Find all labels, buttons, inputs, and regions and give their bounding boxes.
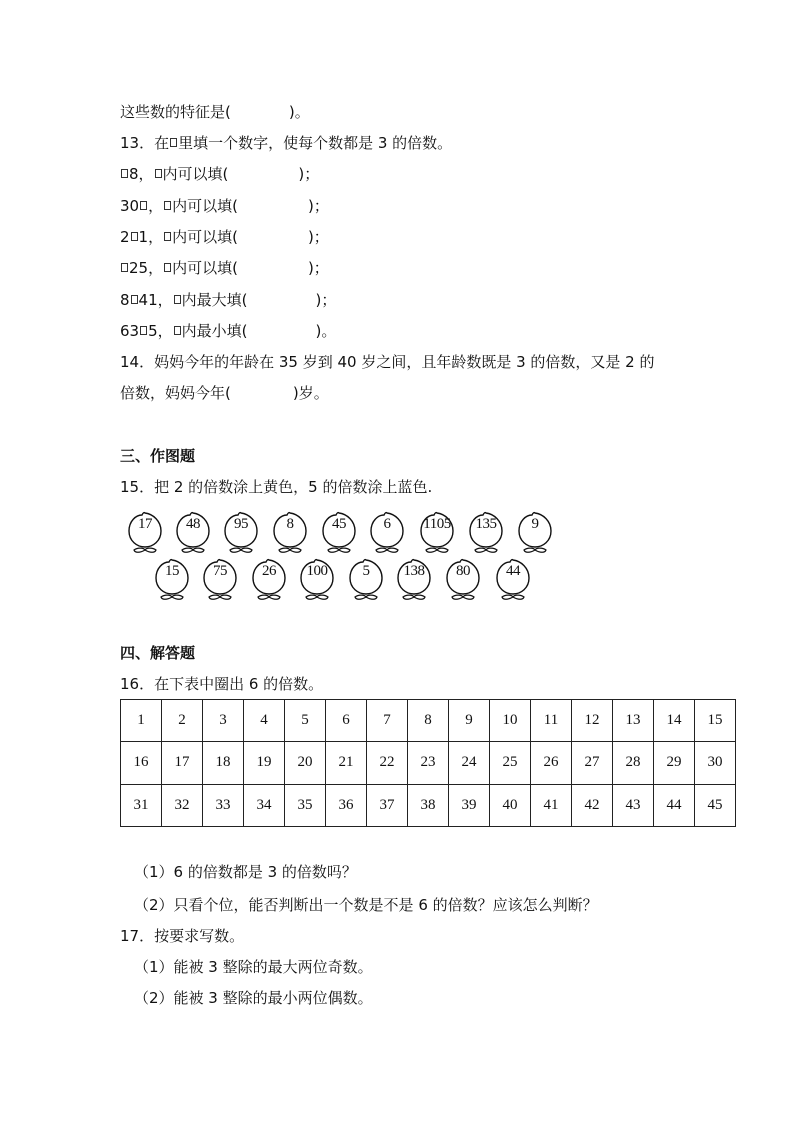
- peach-icon[interactable]: [395, 557, 433, 597]
- peach-icon[interactable]: [368, 510, 406, 550]
- table-cell[interactable]: 39: [449, 784, 490, 826]
- table-cell[interactable]: 12: [572, 700, 613, 742]
- digit-box-icon: [164, 201, 171, 210]
- table-row: [121, 742, 736, 784]
- table-cell[interactable]: 9: [449, 700, 490, 742]
- table-cell[interactable]: 1: [121, 700, 162, 742]
- q13-item: 30 ， 内可以填( )；: [120, 197, 329, 215]
- table-cell[interactable]: 8: [408, 700, 449, 742]
- table-cell[interactable]: 41: [531, 784, 572, 826]
- q13-item: 25， 内可以填( )；: [120, 258, 329, 278]
- table-cell[interactable]: 19: [244, 742, 285, 784]
- table-cell[interactable]: 29: [654, 742, 695, 784]
- question-17-sub1: （1）能被 3 整除的最大两位奇数。: [134, 958, 373, 976]
- answer-line-features: 这些数的特征是( )。: [120, 103, 310, 121]
- digit-box-icon: [164, 263, 171, 272]
- digit-box-icon: [140, 326, 147, 335]
- peach-number: 135: [475, 516, 497, 532]
- peach-icon[interactable]: [126, 510, 164, 550]
- question-15-text: 15．把 2 的倍数涂上黄色，5 的倍数涂上蓝色.: [120, 478, 433, 496]
- question-14-line1: 14．妈妈今年的年龄在 35 岁到 40 岁之间，且年龄数既是 3 的倍数，又是 2 的: [120, 353, 655, 371]
- peach-number: 8: [286, 516, 294, 532]
- peach-icon[interactable]: [516, 510, 554, 550]
- table-cell[interactable]: 17: [162, 742, 203, 784]
- peach-icon[interactable]: [222, 510, 260, 550]
- question-14-line2: 倍数，妈妈今年( )岁。: [120, 384, 329, 402]
- table-cell[interactable]: 23: [408, 742, 449, 784]
- peach-icon[interactable]: [153, 557, 191, 597]
- question-17-title: 17．按要求写数。: [120, 927, 245, 945]
- peach-number: 48: [186, 516, 200, 532]
- peach-number: 45: [332, 516, 346, 532]
- table-cell[interactable]: 13: [613, 700, 654, 742]
- digit-box-icon: [140, 201, 147, 210]
- table-cell[interactable]: 37: [367, 784, 408, 826]
- table-cell[interactable]: 32: [162, 784, 203, 826]
- table-cell[interactable]: 27: [572, 742, 613, 784]
- table-cell[interactable]: 5: [285, 700, 326, 742]
- peach-number: 9: [531, 516, 539, 532]
- peach-number: 44: [506, 563, 520, 579]
- table-cell[interactable]: 15: [695, 700, 736, 742]
- peach-number: 15: [165, 563, 179, 579]
- peach-icon[interactable]: [271, 510, 309, 550]
- table-cell[interactable]: 35: [285, 784, 326, 826]
- table-cell[interactable]: 26: [531, 742, 572, 784]
- table-cell[interactable]: 28: [613, 742, 654, 784]
- q13-item: 8 41， 内最大填( )；: [120, 291, 337, 309]
- peach-number: 100: [306, 563, 328, 579]
- table-cell[interactable]: 31: [121, 784, 162, 826]
- q13-item: 2 1， 内可以填( )；: [120, 228, 329, 246]
- table-cell[interactable]: 44: [654, 784, 695, 826]
- digit-box-icon: [131, 232, 138, 241]
- table-cell[interactable]: 18: [203, 742, 244, 784]
- table-cell[interactable]: 11: [531, 700, 572, 742]
- table-cell[interactable]: 20: [285, 742, 326, 784]
- table-cell[interactable]: 38: [408, 784, 449, 826]
- digit-box-icon: [174, 295, 181, 304]
- table-cell[interactable]: 16: [121, 742, 162, 784]
- table-cell[interactable]: 36: [326, 784, 367, 826]
- peach-number: 5: [362, 563, 370, 579]
- peach-icon[interactable]: [320, 510, 358, 550]
- digit-box-icon: [164, 232, 171, 241]
- peach-icon[interactable]: [444, 557, 482, 597]
- peach-icon[interactable]: [250, 557, 288, 597]
- question-16-text: 16．在下表中圈出 6 的倍数。: [120, 675, 324, 693]
- table-cell[interactable]: 6: [326, 700, 367, 742]
- peach-number: 26: [262, 563, 276, 579]
- table-cell[interactable]: 33: [203, 784, 244, 826]
- peach-icon[interactable]: [174, 510, 212, 550]
- table-cell[interactable]: 7: [367, 700, 408, 742]
- table-cell[interactable]: 34: [244, 784, 285, 826]
- table-cell[interactable]: 25: [490, 742, 531, 784]
- table-cell[interactable]: 4: [244, 700, 285, 742]
- table-row: [121, 700, 736, 742]
- q13-item: 8， 内可以填( )；: [120, 164, 319, 184]
- peach-number: 17: [138, 516, 152, 532]
- peach-number: 75: [213, 563, 227, 579]
- question-16-sub1: （1）6 的倍数都是 3 的倍数吗？: [134, 863, 357, 881]
- table-cell[interactable]: 3: [203, 700, 244, 742]
- table-cell[interactable]: 42: [572, 784, 613, 826]
- table-cell[interactable]: 45: [695, 784, 736, 826]
- question-13-title: 13．在 里填一个数字，使每个数都是 3 的倍数。: [120, 134, 453, 152]
- digit-box-icon: [170, 138, 177, 147]
- question-17-sub2: （2）能被 3 整除的最小两位偶数。: [134, 989, 373, 1007]
- question-16-sub2: （2）只看个位，能否判断出一个数是不是 6 的倍数？应该怎么判断？: [134, 896, 598, 914]
- table-cell[interactable]: 21: [326, 742, 367, 784]
- table-cell[interactable]: 43: [613, 784, 654, 826]
- q13-item: 63 5， 内最小填( )。: [120, 322, 337, 340]
- table-row: [121, 784, 736, 826]
- table-cell[interactable]: 10: [490, 700, 531, 742]
- digit-box-icon: [174, 326, 181, 335]
- peach-icon[interactable]: [298, 557, 336, 597]
- peach-number: 1105: [423, 516, 451, 532]
- section-4-heading: 四、解答题: [120, 644, 196, 662]
- digit-box-icon: [121, 169, 128, 178]
- peach-number: 6: [383, 516, 391, 532]
- peach-icon[interactable]: [201, 557, 239, 597]
- table-cell[interactable]: 30: [695, 742, 736, 784]
- peach-icon[interactable]: [467, 510, 505, 550]
- peach-icon[interactable]: [418, 510, 456, 550]
- digit-box-icon: [131, 295, 138, 304]
- table-cell[interactable]: 2: [162, 700, 203, 742]
- peach-number: 95: [234, 516, 248, 532]
- peach-number: 138: [403, 563, 425, 579]
- digit-box-icon: [121, 263, 128, 272]
- peach-icon[interactable]: [347, 557, 385, 597]
- table-cell[interactable]: 24: [449, 742, 490, 784]
- digit-box-icon: [155, 169, 162, 178]
- number-table: [120, 699, 736, 827]
- table-cell[interactable]: 14: [654, 700, 695, 742]
- section-3-heading: 三、作图题: [120, 447, 196, 465]
- table-cell[interactable]: 40: [490, 784, 531, 826]
- table-cell[interactable]: 22: [367, 742, 408, 784]
- peach-number: 80: [456, 563, 470, 579]
- peach-icon[interactable]: [494, 557, 532, 597]
